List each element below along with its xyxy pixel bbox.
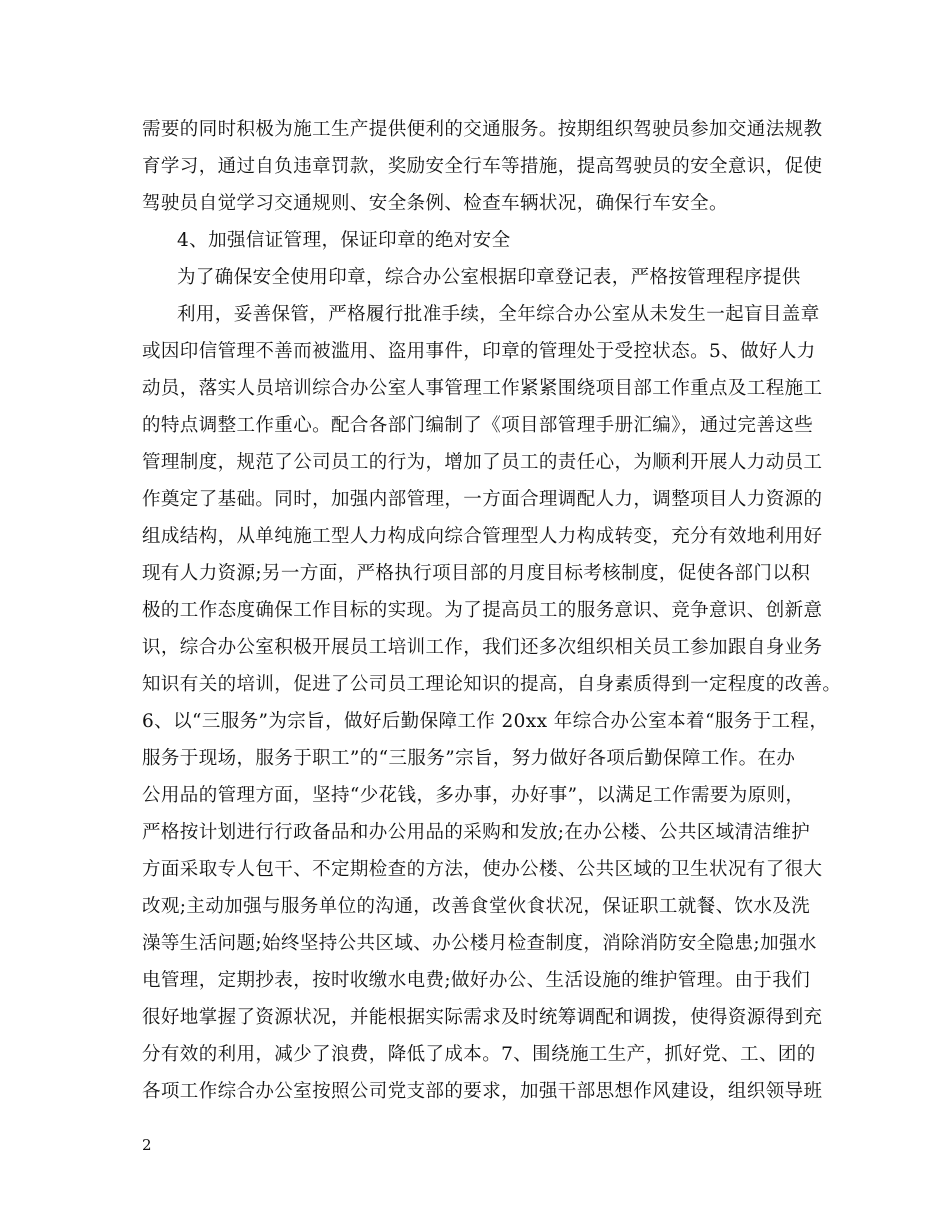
text-line: 动员，落实人员培训综合办公室人事管理工作紧紧围绕项目部工作重点及工程施工 [142,378,823,399]
text-line: 需要的同时积极为施工生产提供便利的交通服务。按期组织驾驶员参加交通法规教 [142,119,823,140]
text-line: 极的工作态度确保工作目标的实现。为了提高员工的服务意识、竞争意识、创新意 [142,600,823,621]
text-line: 作奠定了基础。同时，加强内部管理，一方面合理调配人力，调整项目人力资源的 [142,489,823,510]
text-line: 知识有关的培训，促进了公司员工理论知识的提高，自身素质得到一定程度的改善。 [142,674,842,695]
text-line: 驾驶员自觉学习交通规则、安全条例、检查车辆状况，确保行车安全。 [142,193,728,214]
section-heading: 4、加强信证管理，保证印章的绝对安全 [177,230,511,251]
text-line: 方面采取专人包干、不定期检查的方法，使办公楼、公共区域的卫生状况有了很大 [142,859,823,880]
text-line: 各项工作综合办公室按照公司党支部的要求，加强干部思想作风建设，组织领导班 [142,1081,823,1102]
text-line: 严格按计划进行行政备品和办公用品的采购和发放;在办公楼、公共区域清洁维护 [142,822,811,843]
text-line: 的特点调整工作重心。配合各部门编制了《项目部管理手册汇编》，通过完善这些 [142,415,814,436]
text-line: 6、以“三服务”为宗旨，做好后勤保障工作 20xx 年综合办公室本着“服务于工程， [142,711,829,732]
text-line: 服务于现场，服务于职工”的“三服务”宗旨，努力做好各项后勤保障工作。在办 [142,748,796,769]
text-line: 为了确保安全使用印章，综合办公室根据印章登记表，严格按管理程序提供 [177,267,801,288]
text-line: 电管理，定期抄表，按时收缴水电费;做好办公、生活设施的维护管理。由于我们 [142,970,811,991]
text-line: 现有人力资源;另一方面，严格执行项目部的月度目标考核制度，促使各部门以积 [142,563,811,584]
text-line: 利用，妥善保管，严格履行批准手续，全年综合办公室从未发生一起盲目盖章 [177,304,820,325]
page-number: 2 [142,1136,152,1154]
text-line: 或因印信管理不善而被滥用、盗用事件，印章的管理处于受控状态。5、做好人力 [142,341,816,362]
text-line: 育学习，通过自负违章罚款，奖励安全行车等措施，提高驾驶员的安全意识，促使 [142,156,823,177]
text-line: 澡等生活问题;始终坚持公共区域、办公楼月检查制度，消除消防安全隐患;加强水 [142,933,817,954]
text-line: 识，综合办公室积极开展员工培训工作，我们还多次组织相关员工参加跟自身业务 [142,637,823,658]
text-line: 很好地掌握了资源状况，并能根据实际需求及时统筹调配和调拨，使得资源得到充 [142,1007,823,1028]
text-line: 分有效的利用，减少了浪费，降低了成本。7、围绕施工生产，抓好党、工、团的 [142,1044,816,1065]
text-line: 改观;主动加强与服务单位的沟通，改善食堂伙食状况，保证职工就餐、饮水及洗 [142,896,811,917]
text-line: 组成结构，从单纯施工型人力构成向综合管理型人力构成转变，充分有效地利用好 [142,526,823,547]
text-line: 公用品的管理方面，坚持“少花钱，多办事，办好事”，以满足工作需要为原则， [142,785,805,806]
text-line: 管理制度，规范了公司员工的行为，增加了员工的责任心，为顺利开展人力动员工 [142,452,823,473]
